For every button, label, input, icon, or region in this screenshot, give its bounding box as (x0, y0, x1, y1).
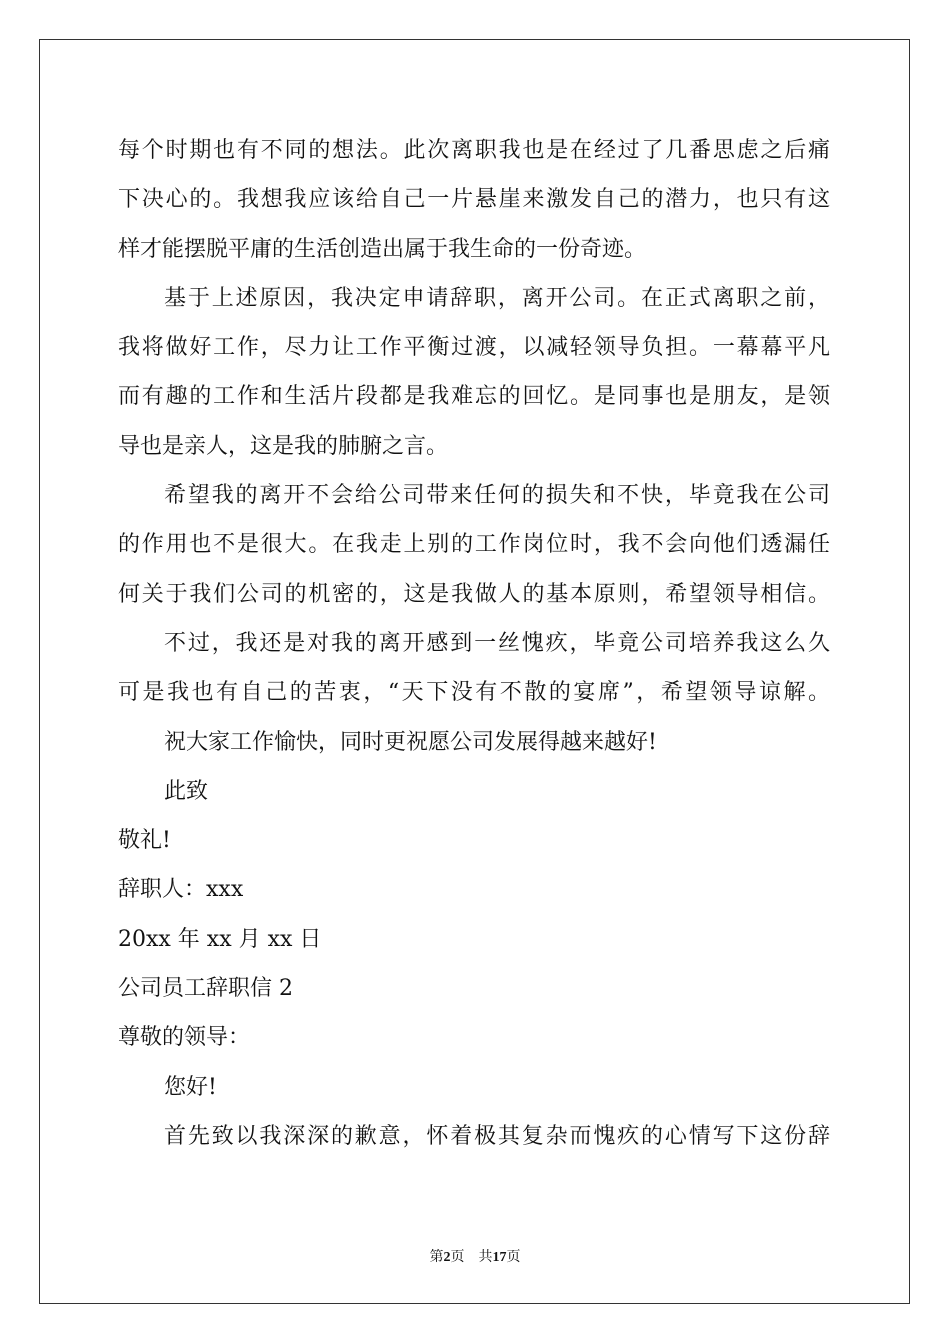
text-line: 而有趣的工作和生活片段都是我难忘的回忆。是同事也是朋友，是领 (118, 384, 830, 410)
text-line: 可是我也有自己的苦衷，“天下没有不散的宴席”，希望领导谅解。 (118, 680, 830, 706)
text-line: 基于上述原因，我决定申请辞职，离开公司。在正式离职之前， (164, 285, 830, 311)
total-pages: 17 (492, 1250, 507, 1265)
text-line: 希望我的离开不会给公司带来任何的损失和不快，毕竟我在公司 (164, 483, 830, 509)
total-prefix: 共 (478, 1250, 493, 1265)
text-line: 样才能摆脱平庸的生活创造出属于我生命的一份奇迹。 (118, 236, 647, 262)
closing-salutation: 此致 (164, 778, 209, 804)
date-line: 20xx 年 xx 月 xx 日 (118, 926, 322, 952)
text-line: 首先致以我深深的歉意，怀着极其复杂而愧疚的心情写下这份辞 (164, 1123, 830, 1149)
text-line: 何关于我们公司的机密的，这是我做人的基本原则，希望领导相信。 (118, 581, 830, 607)
page-number: 2 (443, 1250, 451, 1265)
text-line: 导也是亲人，这是我的肺腑之言。 (118, 433, 449, 459)
text-line: 不过，我还是对我的离开感到一丝愧疚，毕竟公司培养我这么久 (164, 630, 830, 656)
section-title: 公司员工辞职信 2 (118, 976, 293, 1002)
closing-regards: 敬礼! (118, 828, 171, 854)
page-footer (0, 1246, 950, 1266)
page-suffix: 页 (450, 1250, 465, 1265)
page-prefix: 第 (429, 1250, 444, 1265)
text-line: 下决心的。我想我应该给自己一片悬崖来激发自己的潜力，也只有这 (118, 187, 830, 213)
text-line: 每个时期也有不同的想法。此次离职我也是在经过了几番思虑之后痛 (118, 138, 830, 163)
greeting: 您好! (164, 1074, 217, 1100)
total-suffix: 页 (506, 1250, 521, 1265)
text-line: 祝大家工作愉快，同时更祝愿公司发展得越来越好! (164, 729, 657, 755)
text-line: 我将做好工作，尽力让工作平衡过渡，以减轻领导负担。一幕幕平凡 (118, 335, 830, 361)
document-body (118, 126, 830, 1161)
signature-line: 辞职人：xxx (118, 877, 244, 903)
salutation: 尊敬的领导： (118, 1025, 251, 1051)
text-line: 的作用也不是很大。在我走上别的工作岗位时，我不会向他们透漏任 (118, 532, 830, 558)
